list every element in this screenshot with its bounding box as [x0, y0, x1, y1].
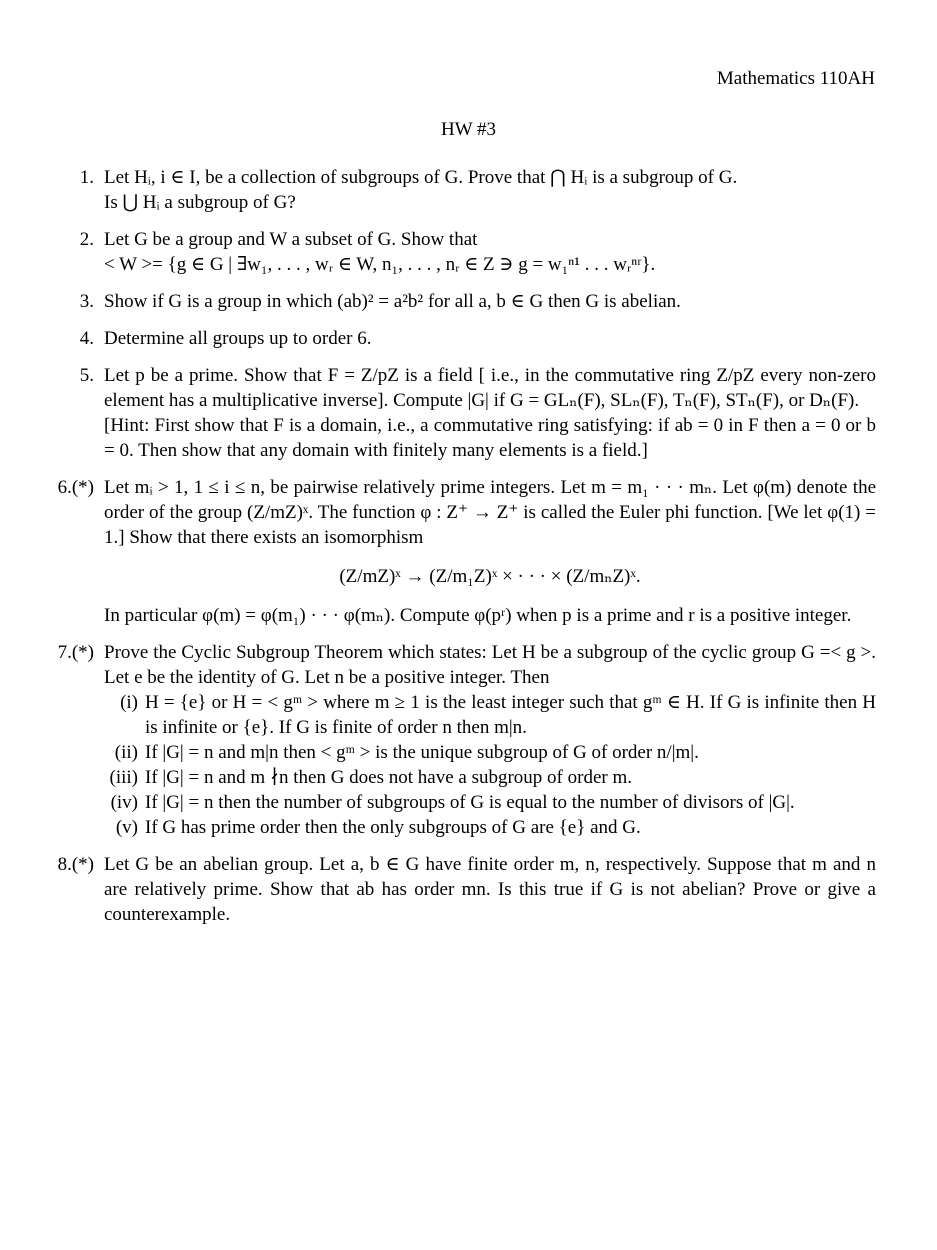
subpart-iii — [104, 765, 876, 790]
problem-4 — [50, 326, 876, 351]
subpart-ii — [104, 740, 876, 765]
subpart-label: (iv) — [110, 792, 138, 813]
problem-number: 3. — [79, 291, 94, 312]
problem-6 — [50, 475, 876, 628]
problem-number: 8.(*) — [57, 854, 94, 875]
problem-number: 6.(*) — [57, 477, 94, 498]
problem-1 — [50, 165, 876, 215]
problem-number: 4. — [79, 328, 94, 349]
problem-text: < W >= {g ∈ G | ∃w₁, . . . , wᵣ ∈ W, n₁, . . . , nᵣ ∈ Z ∋ g = w₁ⁿ¹ . . . wᵣⁿʳ}. — [104, 254, 656, 275]
problem-number: 5. — [79, 365, 94, 386]
subpart-text: If |G| = n and m ∤n then G does not have a subgroup of order m. — [145, 767, 633, 788]
subpart-v — [104, 815, 876, 840]
problem-text: Let mᵢ > 1, 1 ≤ i ≤ n, be pairwise relatively prime integers. Let m = m₁ · · · mₙ. Let φ(m) denote the order of the group (Z/mZ)ˣ. The function φ : Z⁺ → Z⁺ is called the Euler phi function. [We let φ(1) = 1.] Show that there exists an isomorphism — [104, 477, 876, 548]
subpart-text: H = {e} or H = < gᵐ > where m ≥ 1 is the least integer such that gᵐ ∈ H. If G is infinite then H is infinite or {e}. If G is finite of order n then m|n. — [145, 692, 876, 738]
problem-text: Is ⋃ Hᵢ a subgroup of G? — [104, 192, 296, 213]
subpart-label: (v) — [115, 817, 138, 838]
problem-8 — [50, 852, 876, 927]
subpart-iv — [104, 790, 876, 815]
course-name: Mathematics 110AH — [716, 68, 875, 89]
subpart-text: If |G| = n then the number of subgroups of G is equal to the number of divisors of |G|. — [145, 792, 795, 813]
subpart-label: (ii) — [114, 742, 138, 763]
subpart-i — [104, 690, 876, 740]
problem-number: 1. — [79, 167, 94, 188]
assignment-title: HW #3 — [440, 119, 497, 140]
problem-list — [50, 165, 876, 939]
problem-3 — [50, 289, 876, 314]
problem-text: Prove the Cyclic Subgroup Theorem which states: Let H be a subgroup of the cyclic group G =< g >. Let e be the identity of G. Let n be a positive integer. Then — [104, 642, 876, 688]
problem-text: In particular φ(m) = φ(m₁) · · · φ(mₙ). Compute φ(pʳ) when p is a prime and r is a positive integer. — [104, 605, 852, 626]
problem-text: Let Hᵢ, i ∈ I, be a collection of subgroups of G. Prove that ⋂ Hᵢ is a subgroup of G. — [104, 167, 738, 188]
subpart-label: (iii) — [109, 767, 138, 788]
subpart-text: If G has prime order then the only subgroups of G are {e} and G. — [145, 817, 641, 838]
problem-number: 7.(*) — [57, 642, 94, 663]
problem-text: Determine all groups up to order 6. — [104, 328, 372, 349]
problem-text: Show if G is a group in which (ab)² = a²b² for all a, b ∈ G then G is abelian. — [104, 291, 681, 312]
subpart-text: If |G| = n and m|n then < gᵐ > is the unique subgroup of G of order n/|m|. — [145, 742, 699, 763]
problem-2 — [50, 227, 876, 277]
problem-7 — [50, 640, 876, 840]
problem-number: 2. — [79, 229, 94, 250]
problem-text: Let G be a group and W a subset of G. Show that — [104, 229, 478, 250]
problem-hint: [Hint: First show that F is a domain, i.e., a commutative ring satisfying: if ab = 0 in F then a = 0 or b = 0. Then show that any domain with finitely many elements is a field.] — [104, 415, 876, 461]
problem-5 — [50, 363, 876, 463]
display-equation: (Z/mZ)ˣ → (Z/m₁Z)ˣ × · · · × (Z/mₙZ)ˣ. — [339, 566, 641, 587]
problem-text: Let G be an abelian group. Let a, b ∈ G have finite order m, n, respectively. Suppose that m and n are relatively prime. Show that ab has order mn. Is this true if G is not abelian? Prove or give a counterexample. — [104, 854, 876, 925]
subpart-label: (i) — [120, 692, 138, 713]
problem-text: Let p be a prime. Show that F = Z/pZ is a field [ i.e., in the commutative ring Z/pZ every non-zero element has a multiplicative inverse]. Compute |G| if G = GLₙ(F), SLₙ(F), Tₙ(F), STₙ(F), or Dₙ(F). — [104, 365, 876, 411]
